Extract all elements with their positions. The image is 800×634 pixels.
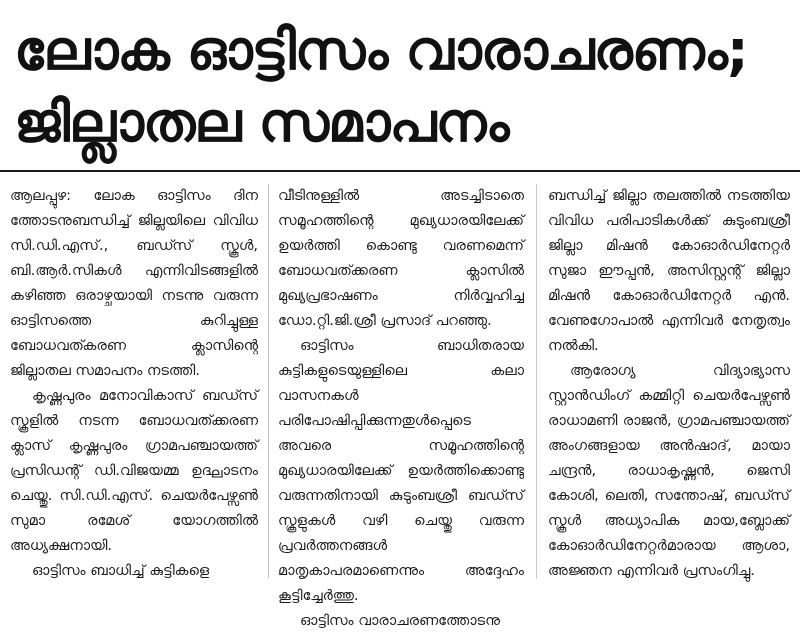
paragraph: ഓട്ടിസം വാരാചരണത്തോടനു — [300, 613, 500, 629]
headline-line-2: ജില്ലാതല സമാപനം — [14, 90, 509, 154]
article-column-3 — [548, 184, 790, 584]
paragraph: ഓട്ടിസം ബാധിതരായ കുട്ടികളുടെയുള്ളിലെ കലാ വാസനകൾ പരിപോഷിപ്പിക്കുന്നതുൾപ്പെടെ അവരെ സമൂഹത്തിന്റെ മുഖ്യധാരയിലേക്ക് ഉയർത്തിക്കൊണ്ടു വരുന്നതിനായി കുടുംബശ്രീ ബഡ്സ് സ്കൂളുകൾ വഴി ചെയ്തു വരുന്ന പ്രവർത്തനങ്ങൾ മാതൃകാപരമാണെന്നും അദ്ദേഹം കൂട്ടിച്ചേർത്തു. — [278, 338, 524, 604]
paragraph: ബന്ധിച്ച് ജില്ലാ തലത്തിൽ നടത്തിയ വിവിധ പരിപാടികൾക്ക് കുടുംബശ്രീ ജില്ലാ മിഷൻ കോഓർഡിനേറ്റർ സുജാ ഈപ്പൻ, അസിസ്റ്റന്റ് ജില്ലാ മിഷൻ കോഓർഡിനേറ്റർ എൻ. വേണുഗോപാൽ എന്നിവർ നേതൃത്വം നൽകി. — [548, 188, 790, 354]
column-divider — [536, 184, 537, 579]
article-column-1 — [10, 184, 258, 584]
paragraph: ഓട്ടിസം ബാധിച്ച് കുട്ടികളെ — [32, 563, 210, 579]
paragraph: ആലപ്പുഴ: ലോക ഓട്ടിസം ദിന ത്തോടനുബന്ധിച്ച് ജില്ലയിലെ വിവിധ സി.ഡി.എസ്., ബഡ്സ് സ്കൂൾ, ബി.ആർ.സികൾ എന്നിവിടങ്ങളിൽ കഴിഞ്ഞ ഒരാഴ്ചയായി നടന്നു വരുന്ന ഓട്ടിസത്തെ കുറിച്ചുള്ള ബോധവത്കരണ ക്ലാസിന്റെ ജില്ലാതല സമാപനം നടത്തി. — [10, 188, 258, 379]
paragraph: കൃഷ്ണപുരം മനോവികാസ് ബഡ്സ് സ്കൂളിൽ നടന്ന ബോധവത്ക്കരണ ക്ലാസ് കൃഷ്ണപുരം ഗ്രാമപഞ്ചായത്ത് പ്രസിഡന്റ് ഡി.വിജയമ്മ ഉദ്ഘാടനം ചെയ്തു. സി.ഡി.എസ്. ചെയർപേഴ്സൺ സുമാ രമേശ് യോഗത്തിൽ അധ്യക്ഷനായി. — [10, 388, 258, 554]
headline-divider — [0, 170, 800, 172]
paragraph: ആരോഗ്യ വിദ്യാഭ്യാസ സ്റ്റാൻഡിംഗ് കമ്മിറ്റി ചെയർപേഴ്സൺ രാധാമണി രാജൻ, ഗ്രാമപഞ്ചായത്ത് അംഗങ്ങളായ അൻഷാദ്, മായാ ചന്ദ്രൻ, രാധാകൃഷ്ണൻ, ജെസി കോശി, ലെതി, സന്തോഷ്, ബഡ്സ് സ്കൂൾ അധ്യാപിക മായ,ബ്ലോക്ക് കോഓർഡിനേറ്റർമാരായ ആശാ, അജ്ഞന എന്നിവർ പ്രസംഗിച്ചു. — [548, 363, 790, 579]
headline — [14, 14, 794, 158]
article-column-2 — [278, 184, 524, 634]
paragraph: വീടിനുള്ളിൽ അടച്ചിടാതെ സമൂഹത്തിന്റെ മുഖ്യധാരയിലേക്ക് ഉയർത്തി കൊണ്ടു വരണമെന്ന് ബോധവത്ക്കരണ ക്ലാസിൽ മുഖ്യപ്രഭാഷണം നിർവ്വഹിച്ച ഡോ.റ്റി.ജി.ശ്രീ പ്രസാദ് പറഞ്ഞു. — [278, 188, 524, 329]
headline-line-1: ലോക ഓട്ടിസം വാരാചരണം; — [14, 18, 748, 82]
column-divider — [268, 184, 269, 579]
